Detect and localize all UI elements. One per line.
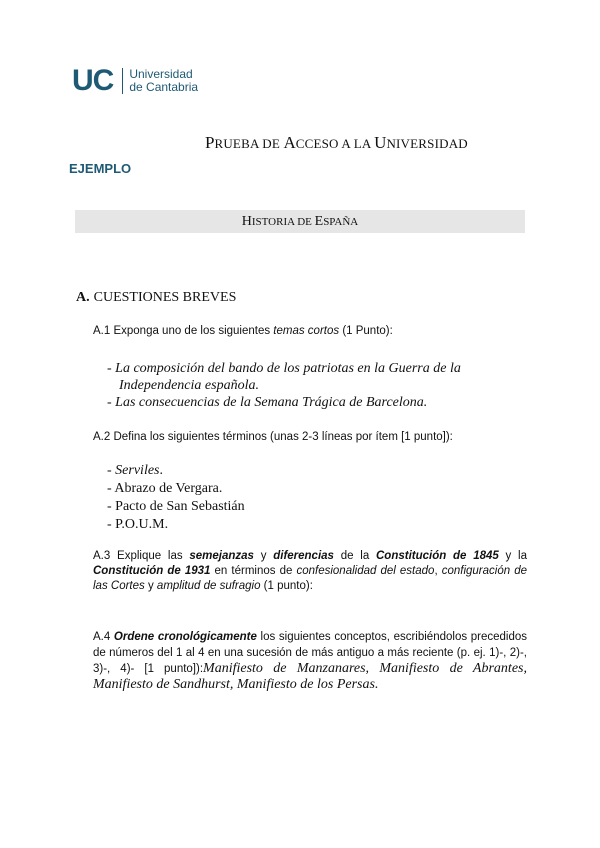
section-heading <box>76 290 236 306</box>
question-a1-prompt: A.1 Exponga uno de los siguientes temas cortos (1 Punto): <box>93 325 393 337</box>
list-item: - Abrazo de Vergara. <box>107 481 223 496</box>
university-logo <box>72 66 198 96</box>
list-item: - P.O.U.M. <box>107 517 169 532</box>
list-item: - Las consecuencias de la Semana Trágica de Barcelona. <box>107 395 428 410</box>
list-item: - La composición del bando de los patriotas en la Guerra de la <box>107 361 461 376</box>
subject-banner <box>75 210 525 233</box>
ejemplo-label: EJEMPLO <box>69 161 132 176</box>
logo-mark: UC <box>72 64 114 97</box>
question-a2-prompt: A.2 Defina los siguientes términos (unas 2-3 líneas por ítem [1 punto]): <box>93 431 453 443</box>
logo-wordmark <box>129 68 198 94</box>
list-item: - Serviles. <box>107 463 163 478</box>
subject-title: HISTORIA DE ESPAÑA <box>241 213 359 229</box>
question-a1-options <box>107 360 461 411</box>
list-item: Independencia española. <box>119 378 259 393</box>
exam-title: PRUEBA DE ACCESO A LA UNIVERSIDAD <box>205 133 468 152</box>
logo-line-2: de Cantabria <box>129 80 199 94</box>
question-a4: A.4 Ordene cronológicamente los siguientes conceptos, escribiéndolos precedidos de números del 1 al 4 en una sucesión de más antiguo a más reciente (p. ej. 1)-, 2)-, 3)-, 4)- [1 punto]):Manifiesto de Manzanares, Manifiesto de Abrantes, Manifiesto de Sandhurst, Manifiesto de los Persas. <box>93 631 527 692</box>
section-title: CUESTIONES BREVES <box>93 290 237 305</box>
question-a3: A.3 Explique las semejanzas y diferencias de la Constitución de 1845 y la Constitución de 1931 en términos de confesionalidad del estado, configuración de las Cortes y amplitud de sufragio (1 punto): <box>93 550 528 592</box>
logo-line-1: Universidad <box>129 67 193 81</box>
list-item: - Pacto de San Sebastián <box>107 499 245 514</box>
section-letter: A. <box>76 290 90 305</box>
question-a2-terms <box>107 462 245 534</box>
logo-divider <box>122 68 123 94</box>
